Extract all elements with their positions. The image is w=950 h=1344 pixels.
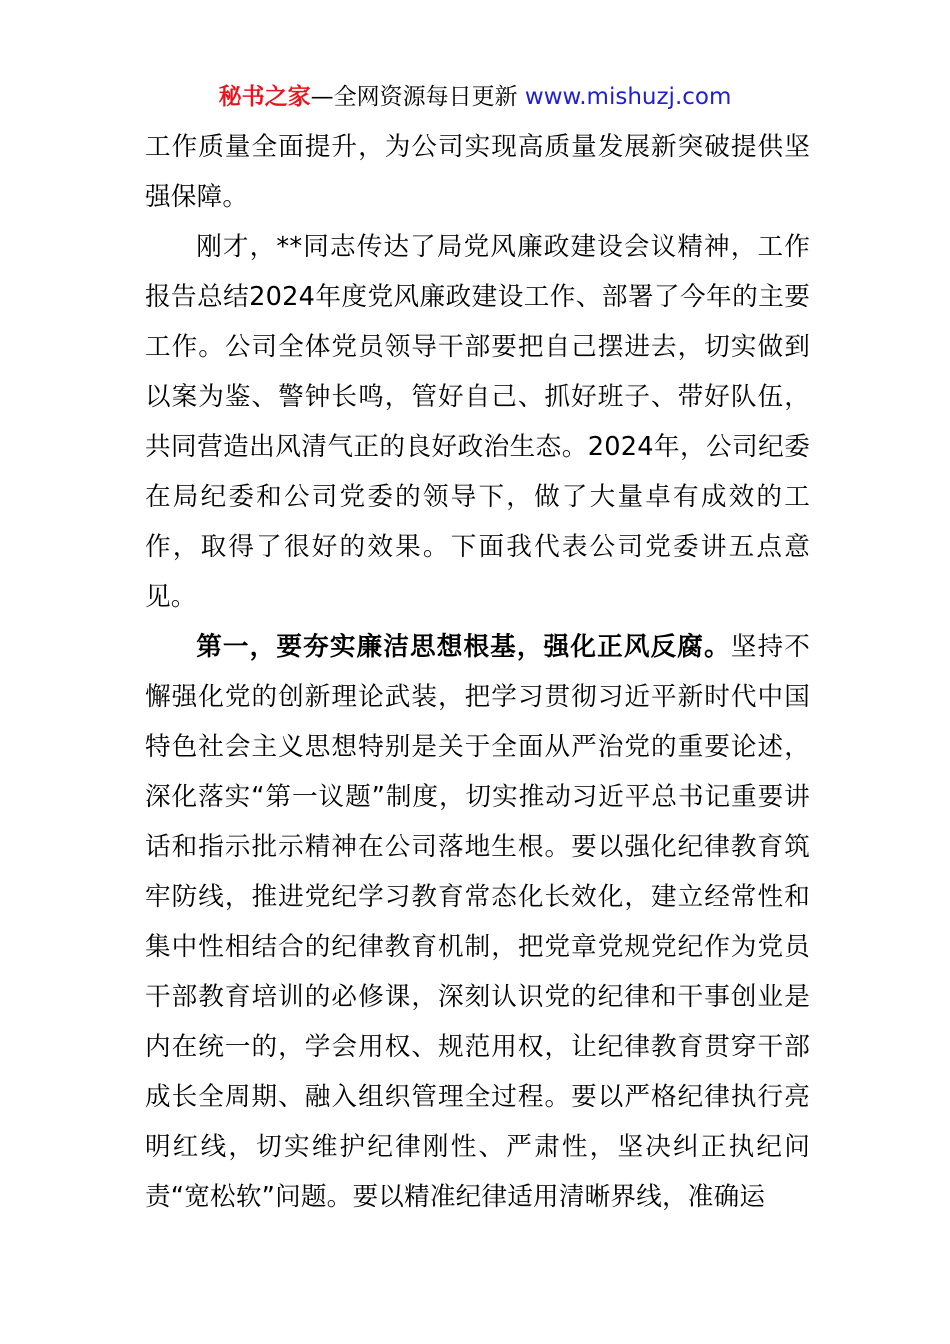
header-tagline: —全网资源每日更新	[310, 84, 525, 110]
first-point-heading: 第一，要夯实廉洁思想根基，强化正风反腐。	[196, 632, 731, 662]
paragraph-meeting-summary: 刚才，**同志传达了局党风廉政建设会议精神，工作报告总结2024年度党风廉政建设工作、部署了今年的主要工作。公司全体党员领导干部要把自己摆进去，切实做到以案为鉴、警钟长鸣，管好自己、抓好班子、带好队伍，共同营造出风清气正的良好政治生态。2024年，公司纪委在局纪委和公司党委的领导下，做了大量卓有成效的工作，取得了很好的效果。下面我代表公司党委讲五点意见。	[145, 232, 810, 612]
paragraph-continuation: 工作质量全面提升，为公司实现高质量发展新突破提供坚强保障。	[145, 132, 810, 212]
header-brand: 秘书之家	[218, 84, 311, 110]
first-point-body: 坚持不懈强化党的创新理论武装，把学习贯彻习近平新时代中国特色社会主义思想特别是关于全面从严治党的重要论述，深化落实“第一议题”制度，切实推动习近平总书记重要讲话和指示批示精神在公司落地生根。要以强化纪律教育筑牢防线，推进党纪学习教育常态化长效化，建立经常性和集中性相结合的纪律教育机制，把党章党规党纪作为党员干部教育培训的必修课，深刻认识党的纪律和干事创业是内在统一的，学会用权、规范用权，让纪律教育贯穿干部成长全周期、融入组织管理全过程。要以严格纪律执行亮明红线，切实维护纪律刚性、严肃性，坚决纠正执纪问责“宽松软”问题。要以精准纪律适用清晰界线，准确运	[145, 632, 810, 1212]
page-header	[0, 80, 950, 114]
document-body	[145, 122, 810, 1222]
paragraph-first-point	[145, 622, 810, 1222]
header-url-link[interactable]: www.mishuzj.com	[524, 84, 732, 110]
